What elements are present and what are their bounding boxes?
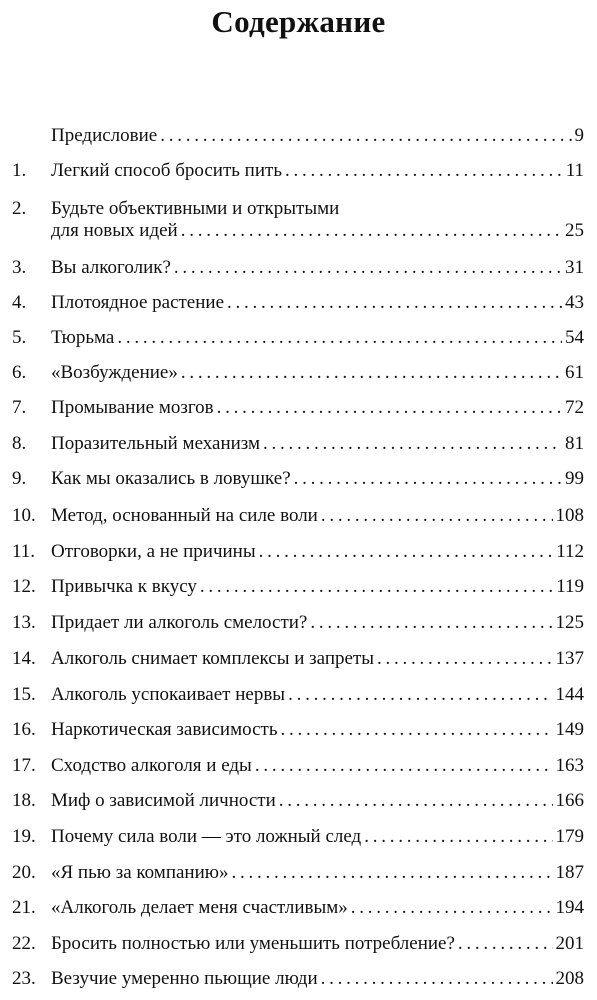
toc-entry-number: 2.: [12, 198, 27, 219]
toc-entry-number: 22.: [12, 933, 36, 954]
toc-entry-page-number: 54: [565, 327, 584, 348]
toc-entry-number: 4.: [12, 292, 27, 313]
toc-entry-number: 10.: [12, 505, 36, 526]
toc-entry-page-number: 25: [565, 220, 584, 241]
toc-entry-number: 11.: [12, 541, 36, 562]
toc-entry-page-number: 119: [556, 576, 584, 597]
toc-entry-page-number: 108: [555, 505, 584, 526]
toc-entry-page-number: 81: [565, 433, 584, 454]
dot-leader: [310, 612, 552, 634]
toc-entry-title: Предисловие: [51, 125, 158, 146]
toc-entry-page-number: 61: [565, 362, 584, 383]
dot-leader: [294, 468, 562, 490]
toc-entry-page-number: 112: [556, 541, 584, 562]
dot-leader: [321, 505, 553, 527]
toc-entry-page-number: 163: [555, 755, 584, 776]
toc-entry-title: Вы алкоголик?: [51, 257, 171, 278]
toc-entry-number: 15.: [12, 684, 36, 705]
toc-entry-page-number: 11: [565, 160, 584, 181]
toc-entry-page-number: 99: [565, 468, 584, 489]
toc-entry-number: 14.: [12, 648, 36, 669]
dot-leader: [227, 292, 562, 314]
toc-entry-page-number: 72: [565, 397, 584, 418]
toc-entry-number: 17.: [12, 755, 36, 776]
toc-entry-title: Отговорки, а не причины: [51, 541, 256, 562]
toc-entry-title: Почему сила воли — это ложный след: [51, 826, 362, 847]
toc-entry-title: Поразительный механизм: [51, 433, 261, 454]
dot-leader: [259, 541, 554, 563]
dot-leader: [174, 257, 562, 279]
toc-entry-title: Везучие умеренно пьющие люди: [51, 968, 318, 989]
toc-entry-page-number: 144: [555, 684, 584, 705]
toc-entry-title: Сходство алкоголя и еды: [51, 755, 252, 776]
toc-entry-page-number: 194: [555, 897, 584, 918]
toc-entry-title: Наркотическая зависимость: [51, 719, 278, 740]
toc-entry-title: «Я пью за компанию»: [51, 862, 229, 883]
toc-entry-title: Метод, основанный на силе воли: [51, 505, 318, 526]
toc-entry-title-line: Будьте объективными и открытыми: [51, 198, 340, 219]
toc-entry-page-number: 208: [555, 968, 584, 989]
dot-leader: [364, 826, 552, 848]
toc-entry-title: «Алкоголь делает меня счастливым»: [51, 897, 348, 918]
toc-entry-page-number: 9: [574, 125, 584, 146]
toc-entry-number: 6.: [12, 362, 27, 383]
toc-entry-title: Миф о зависимой личности: [51, 790, 276, 811]
dot-leader: [351, 897, 553, 919]
toc-entry-title: Алкоголь снимает комплексы и запреты: [51, 648, 375, 669]
dot-leader: [255, 755, 553, 777]
dot-leader: [377, 648, 552, 670]
toc-entry-page-number: 43: [565, 292, 584, 313]
toc-entry-number: 18.: [12, 790, 36, 811]
toc-entry-number: 19.: [12, 826, 36, 847]
toc-entry-number: 16.: [12, 719, 36, 740]
toc-entry-title: Плотоядное растение: [51, 292, 225, 313]
toc-entry-number: 1.: [12, 160, 27, 181]
toc-entry-title: Алкоголь успокаивает нервы: [51, 684, 286, 705]
toc-entry-page-number: 179: [555, 826, 584, 847]
dot-leader: [279, 790, 553, 812]
toc-entry-title: Бросить полностью или уменьшить потребление?: [51, 933, 455, 954]
toc-entry-title: Придает ли алкоголь смелости?: [51, 612, 308, 633]
toc-entry-page-number: 166: [555, 790, 584, 811]
dot-leader: [263, 433, 562, 455]
toc-entry-title: «Возбуждение»: [51, 362, 178, 383]
dot-leader: [181, 362, 562, 384]
toc-entry-title: Как мы оказались в ловушке?: [51, 468, 291, 489]
toc-entry-number: 21.: [12, 897, 36, 918]
toc-entry-number: 13.: [12, 612, 36, 633]
dot-leader: [160, 125, 571, 147]
dot-leader: [117, 327, 562, 349]
toc-entry-number: 8.: [12, 433, 27, 454]
toc-entry-title: Тюрьма: [51, 327, 115, 348]
toc-entry-number: 5.: [12, 327, 27, 348]
dot-leader: [458, 933, 553, 955]
toc-entry-number: 3.: [12, 257, 27, 278]
toc-entry-number: 9.: [12, 468, 27, 489]
toc-entry-page-number: 31: [565, 257, 584, 278]
dot-leader: [321, 968, 553, 990]
dot-leader: [181, 220, 562, 242]
dot-leader: [280, 719, 552, 741]
dot-leader: [200, 576, 553, 598]
dot-leader: [217, 397, 562, 419]
toc-entry-page-number: 201: [555, 933, 584, 954]
dot-leader: [288, 684, 552, 706]
toc-entry-number: 12.: [12, 576, 36, 597]
toc-entry-page-number: 125: [555, 612, 584, 633]
toc-entry-title: для новых идей: [51, 220, 178, 241]
toc-entry-title: Легкий способ бросить пить: [51, 160, 282, 181]
toc-entry-number: 7.: [12, 397, 27, 418]
page-title: Содержание: [211, 4, 386, 39]
toc-entry-title: Привычка к вкусу: [51, 576, 197, 597]
toc-entry-page-number: 187: [555, 862, 584, 883]
dot-leader: [285, 160, 563, 182]
dot-leader: [231, 862, 552, 884]
toc-entry-title: Промывание мозгов: [51, 397, 214, 418]
toc-entry-page-number: 137: [555, 648, 584, 669]
toc-entry-number: 23.: [12, 968, 36, 989]
toc-entry-number: 20.: [12, 862, 36, 883]
toc-entry-page-number: 149: [555, 719, 584, 740]
